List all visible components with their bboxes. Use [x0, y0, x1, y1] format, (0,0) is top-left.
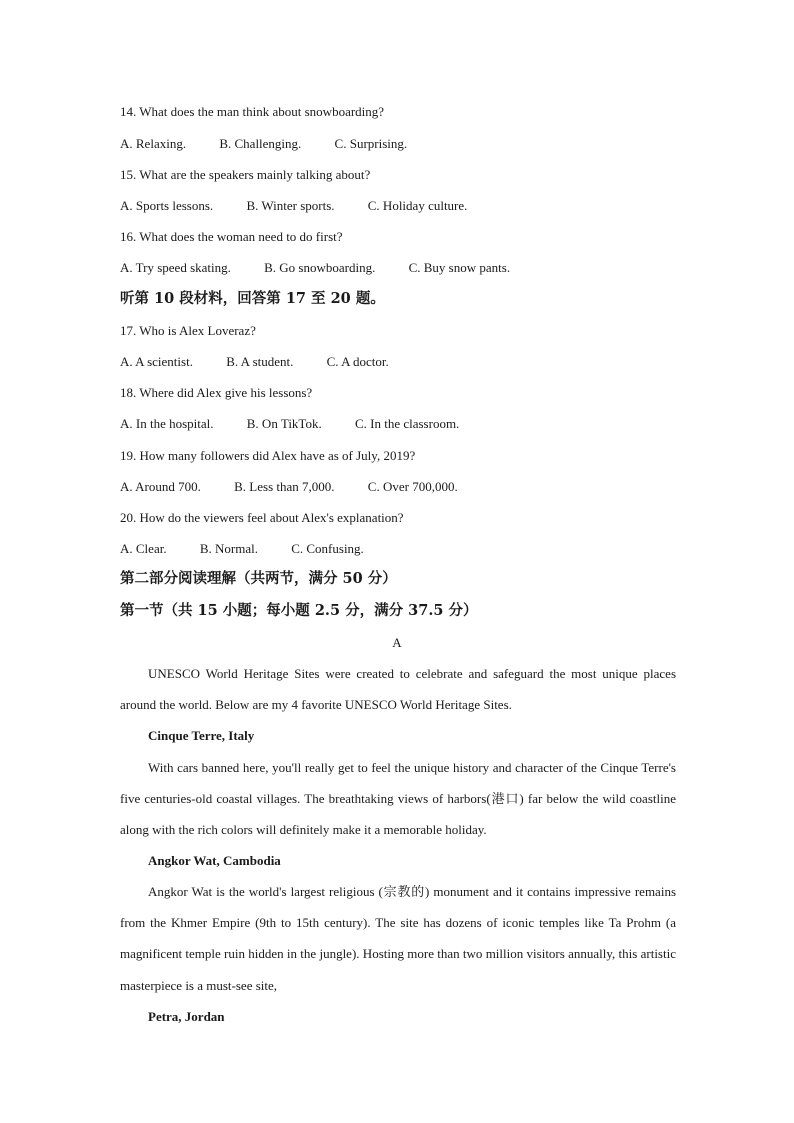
site-title-angkor-wat: Angkor Wat, Cambodia [148, 853, 281, 868]
options-14 [120, 136, 407, 152]
option-b: B. A student. [226, 354, 294, 369]
section-heading-section-one: 第一节（共 15 小题；每小题 2.5 分，满分 37.5 分） [120, 602, 478, 619]
option-a: A. Relaxing. [120, 136, 187, 151]
option-b: B. Normal. [199, 541, 258, 556]
option-b: B. Less than 7,000. [234, 479, 335, 494]
option-b: B. Go snowboarding. [264, 260, 376, 275]
section-heading-listen-10: 听第 10 段材料，回答第 17 至 20 题。 [120, 290, 385, 307]
option-a: A. Around 700. [120, 479, 201, 494]
section-heading-part-two: 第二部分阅读理解（共两节，满分 50 分） [120, 570, 397, 587]
option-c: C. A doctor. [326, 354, 389, 369]
question-14: 14. What does the man think about snowboarding? [120, 104, 385, 119]
question-19: 19. How many followers did Alex have as of July, 2019? [120, 448, 416, 463]
option-a: A. In the hospital. [120, 416, 214, 431]
options-15 [120, 198, 467, 214]
site-title-cinque-terre: Cinque Terre, Italy [148, 728, 255, 743]
question-15: 15. What are the speakers mainly talking about? [120, 167, 371, 182]
option-a: A. A scientist. [120, 354, 193, 369]
question-20: 20. How do the viewers feel about Alex's explanation? [120, 510, 404, 525]
option-b: B. Winter sports. [246, 198, 335, 213]
options-19 [120, 479, 458, 495]
question-17: 17. Who is Alex Loveraz? [120, 323, 256, 338]
option-b: B. On TikTok. [246, 416, 322, 431]
passage-intro: UNESCO World Heritage Sites were created to celebrate and safeguard the most unique places around the world. Below are my 4 favorite UNESCO World Heritage Sites. [120, 666, 676, 713]
option-a: A. Try speed skating. [120, 260, 231, 275]
option-c: C. Over 700,000. [367, 479, 458, 494]
site-text-angkor-wat: Angkor Wat is the world's largest religious (宗教的) monument and it contains impressive remains from the Khmer Empire (9th to 15th century). The site has dozens of iconic temples like Ta Prohm (a magnificent temple ruin hidden in the jungle). Hosting more than two million visitors annually, this artistic masterpiece is a must-see site, [120, 884, 676, 993]
option-b: B. Challenging. [219, 136, 302, 151]
option-c: C. Buy snow pants. [408, 260, 511, 275]
options-20 [120, 541, 364, 557]
options-17 [120, 354, 389, 370]
question-16: 16. What does the woman need to do first? [120, 229, 343, 244]
passage-letter: A [392, 635, 402, 650]
option-c: C. In the classroom. [354, 416, 460, 431]
site-title-petra: Petra, Jordan [148, 1009, 225, 1024]
options-18 [120, 416, 459, 432]
option-c: C. Holiday culture. [367, 198, 468, 213]
site-text-cinque-terre: With cars banned here, you'll really get to feel the unique history and character of the Cinque Terre's five centuries-old coastal villages. The breathtaking views of harbors(港口) far below the wild coastline along with the rich colors will definitely make it a memorable holiday. [120, 760, 676, 838]
question-18: 18. Where did Alex give his lessons? [120, 385, 313, 400]
option-a: A. Sports lessons. [120, 198, 214, 213]
option-a: A. Clear. [120, 541, 167, 556]
option-c: C. Confusing. [291, 541, 364, 556]
options-16 [120, 260, 510, 276]
option-c: C. Surprising. [334, 136, 408, 151]
